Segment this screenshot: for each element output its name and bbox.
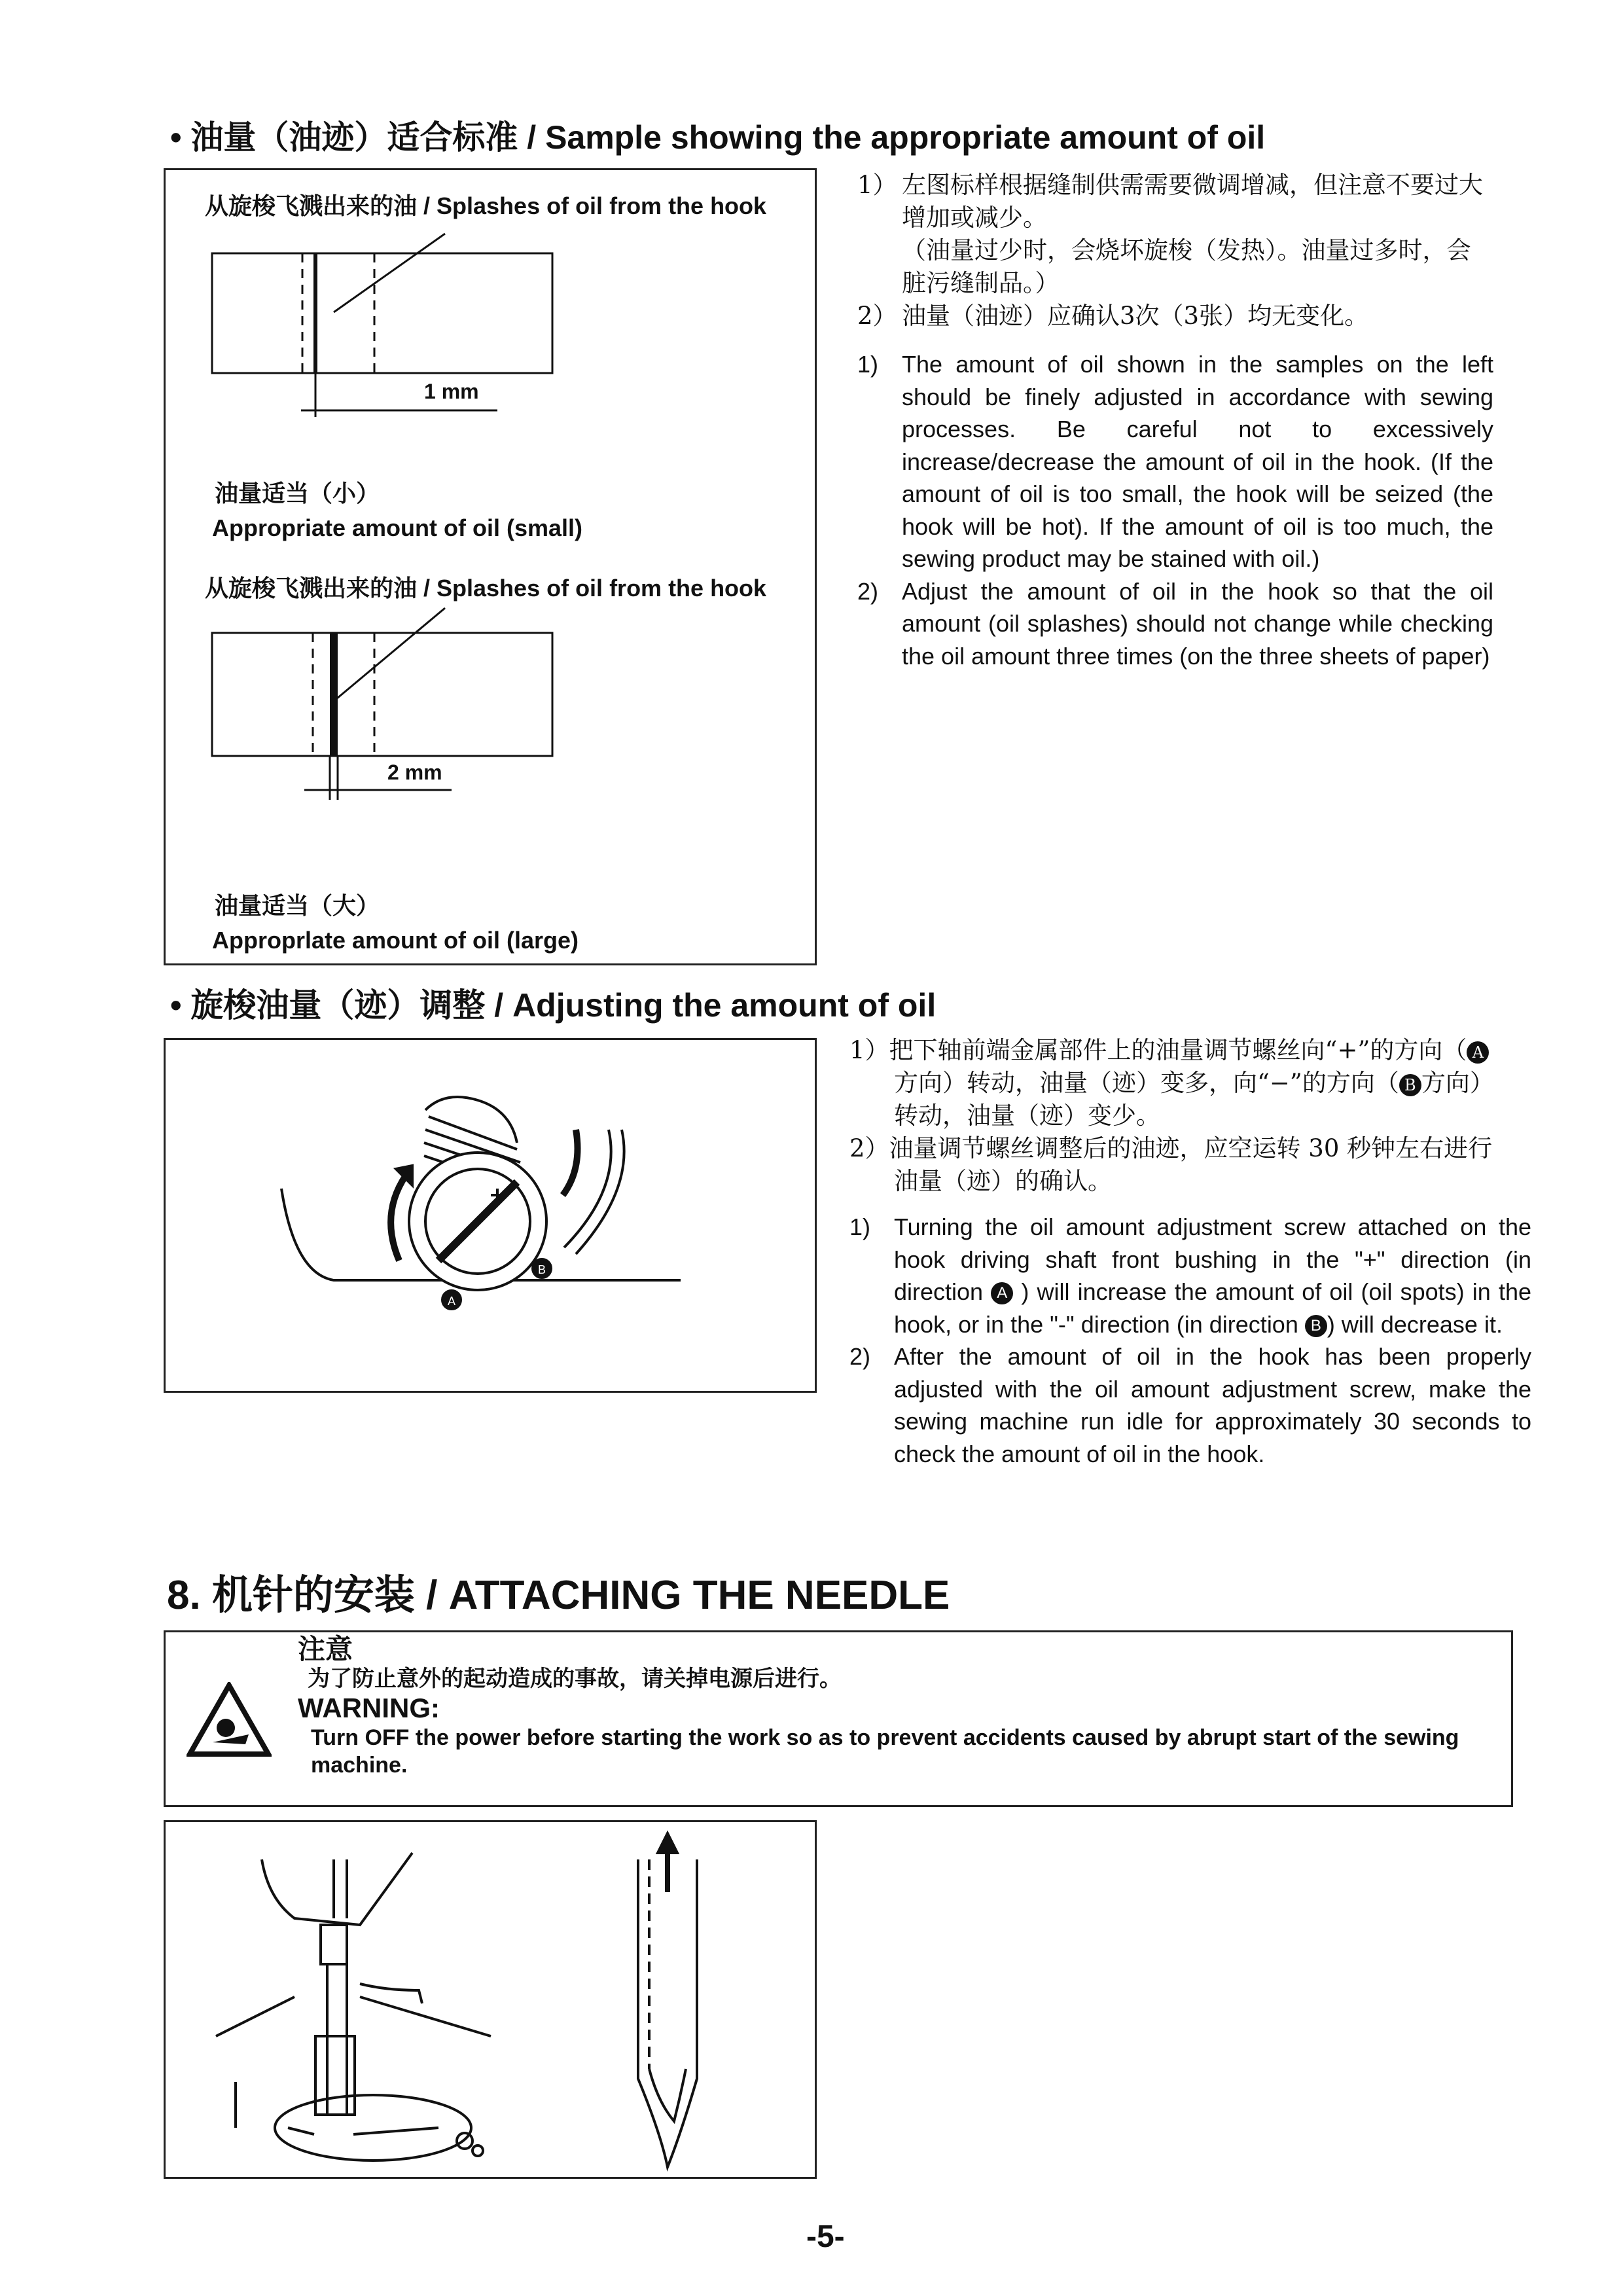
label-small-en: Appropriate amount of oil (small) <box>212 514 583 541</box>
oil-sample-en-instructions: 1) The amount of oil shown in the samples on the left should be finely adjusted in accordance with sewing processes. Be careful not to excessively increase/decrease the amount of oil in the hook. (If the amount of oil is too small, the hook will be seized (the hook will be hot). If the amount of oil is too much, the sewing product may be stained with oil.) 2) Adjust the amount of oil in the hook so that the oil amount (oil splashes) should not change while checking the oil amount three times (on the three sheets of paper) <box>857 351 1493 670</box>
direction-a-badge-en: A <box>991 1282 1013 1304</box>
dimension-1mm: 1 mm <box>424 380 479 403</box>
section-title-adjusting: • 旋梭油量（迹）调整 / Adjusting the amount of oil <box>170 987 936 1024</box>
label-large-cn: 油量适当（大） <box>215 893 380 920</box>
adjust-screw-diagram <box>164 1038 817 1393</box>
page-number: -5- <box>806 2219 845 2254</box>
warning-text-en: Turn OFF the power before starting the work so as to prevent accidents caused by abrupt start of the sewing machine. <box>311 1725 1459 1778</box>
caption-splashes-mid: 从旋梭飞溅出来的油 / Splashes of oil from the hook <box>205 575 767 601</box>
warning-content <box>298 1634 1505 1779</box>
direction-b-badge-en: B <box>1305 1315 1327 1337</box>
warning-triangle-icon <box>187 1682 272 1757</box>
adjust-instructions <box>849 1034 1531 1470</box>
dimension-2mm: 2 mm <box>387 761 442 784</box>
section-title-oil-sample: • 油量（油迹）适合标准 / Sample showing the appropriate amount of oil <box>170 119 1266 156</box>
direction-a-badge: A <box>1467 1041 1489 1064</box>
warning-title-en: WARNING: <box>298 1693 440 1723</box>
caption-splashes-top: 从旋梭飞溅出来的油 / Splashes of oil from the hook <box>205 192 767 219</box>
warning-text-cn: 为了防止意外的起动造成的事故，请关掉电源后进行。 <box>308 1666 842 1691</box>
adjust-en-instructions: 1) Turning the oil amount adjustment screw attached on the hook driving shaft front bushing in the "+" direction (in direction A ) will increase the amount of oil (oil spots) in the hook, or in the "-" direction (in direction B ) will decrease it. 2) After the amount of oil in the hook has been properly adjusted with the oil amount adjustment screw, make the sewing machine run idle for approximately 30 seconds to check the amount of oil in the hook. <box>849 1213 1531 1467</box>
label-small-cn: 油量适当（小） <box>215 480 380 507</box>
oil-sample-cn-instructions: 1） 左图标样根据缝制供需需要微调增减，但注意不要过大增加或减少。 （油量过少时，会烧坏旋梭（发热）。油量过多时，会脏污缝制品。） 2） 油量（油迹）应确认3次（3张）均无变化。 <box>857 171 1483 330</box>
mark-b: B <box>538 1263 546 1276</box>
warning-title-cn: 注意 <box>298 1634 353 1664</box>
oil-splash-diagram <box>164 168 817 965</box>
oil-sample-instructions <box>857 169 1493 672</box>
needle-attach-diagram <box>164 1820 817 2179</box>
section-title-needle: 8. 机针的安装 / ATTACHING THE NEEDLE <box>167 1573 950 1618</box>
mark-a: A <box>448 1295 456 1308</box>
label-large-en: Approprlate amount of oil (large) <box>212 927 579 954</box>
adjust-cn-instructions: 1）把下轴前端金属部件上的油量调节螺丝向“+”的方向（ A方向）转动，油量（迹）变多，向“−”的方向（ B 方向）转动，油量（迹）变少。 2）油量调节螺丝调整后的油迹，应空运转 30 秒钟左右进行油量（迹）的确认。 <box>849 1036 1494 1195</box>
direction-b-badge: B <box>1399 1074 1421 1096</box>
